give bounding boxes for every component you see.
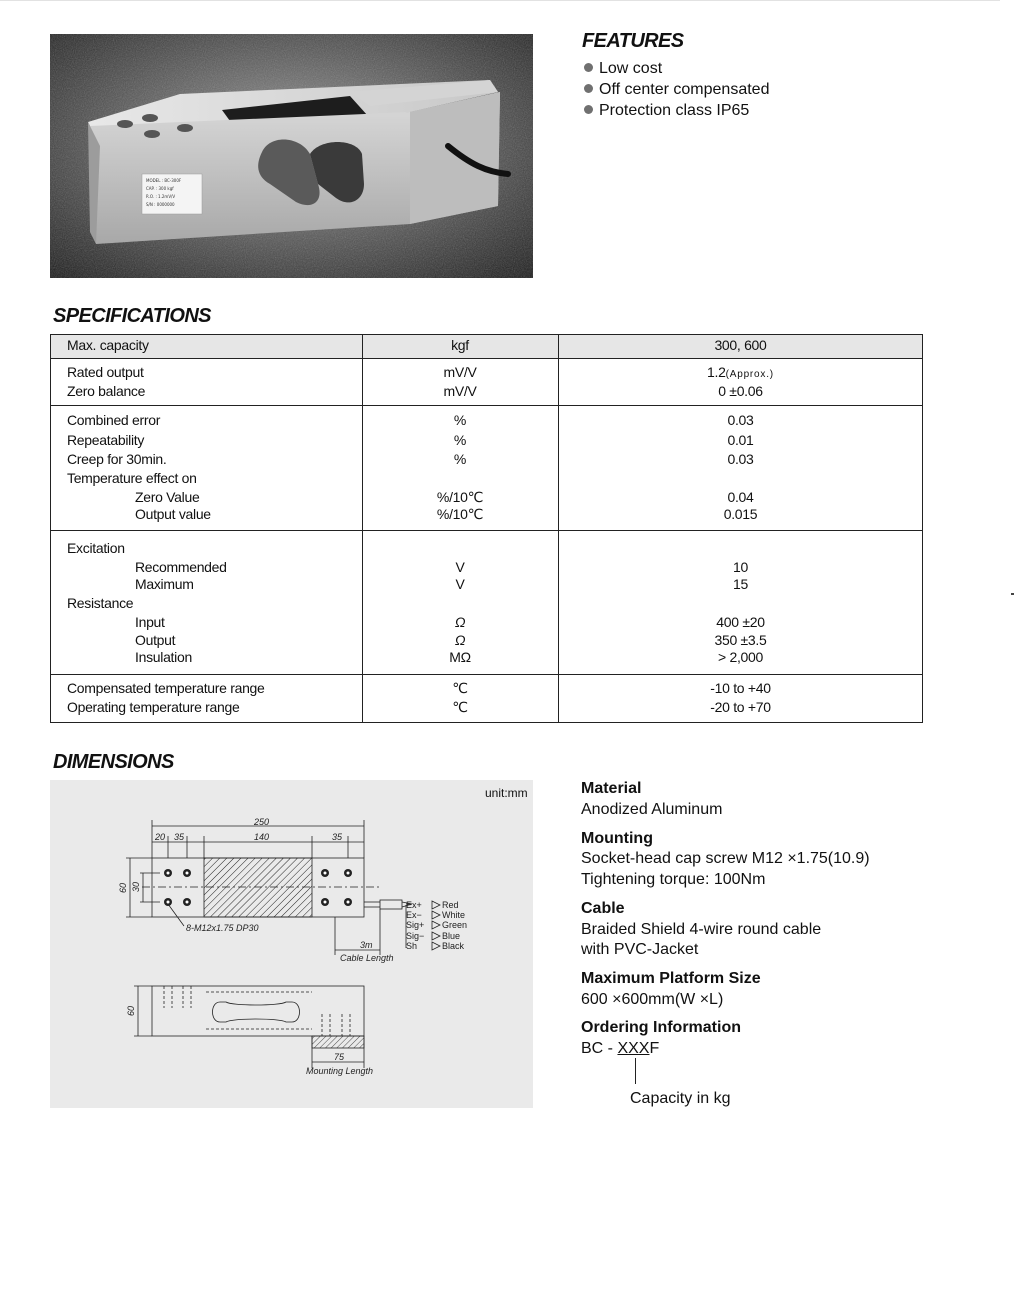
mount-label: Mounting Length bbox=[306, 1066, 374, 1076]
spec-value: 0 ±0.06 bbox=[718, 383, 763, 399]
cable-line-1: Braided Shield 4-wire round cable bbox=[581, 921, 822, 938]
spec-unit: V bbox=[455, 576, 465, 592]
spec-unit: mV/V bbox=[443, 364, 477, 380]
spec-label: Output value bbox=[135, 506, 211, 522]
dimension-svg bbox=[50, 780, 533, 1108]
spec-value: 0.03 bbox=[727, 451, 754, 467]
spec-label: Excitation bbox=[67, 540, 125, 556]
spec-value: 400 ±20 bbox=[716, 614, 765, 630]
product-photo bbox=[50, 34, 533, 278]
wire-color: White bbox=[442, 910, 466, 920]
spec-label: Combined error bbox=[67, 412, 161, 428]
spec-table bbox=[50, 334, 923, 723]
capacity-note: Capacity in kg bbox=[630, 1090, 731, 1107]
label-line-1: MODEL : BC-300F bbox=[146, 178, 182, 183]
order-leader-line bbox=[635, 1058, 636, 1084]
load-cell-photo bbox=[50, 34, 533, 278]
spec-label: Resistance bbox=[67, 595, 134, 611]
spec-value: 0.03 bbox=[727, 412, 754, 428]
features-list bbox=[584, 58, 769, 121]
cable-len: 3m bbox=[360, 940, 373, 950]
spec-unit: V bbox=[455, 559, 465, 575]
bullet-icon bbox=[584, 84, 593, 93]
spec-unit: % bbox=[453, 451, 467, 467]
features-title: FEATURES bbox=[582, 30, 684, 52]
feature-item: Low cost bbox=[584, 58, 769, 79]
dim-h30: 30 bbox=[131, 881, 141, 892]
header-label: Max. capacity bbox=[67, 337, 149, 353]
spec-value: -20 to +70 bbox=[710, 699, 771, 715]
dim-total: 250 bbox=[254, 817, 270, 827]
unit-label: unit:mm bbox=[485, 786, 528, 800]
specifications-title: SPECIFICATIONS bbox=[53, 305, 211, 327]
spec-label: Input bbox=[135, 614, 165, 630]
feature-item: Protection class IP65 bbox=[584, 100, 769, 121]
spec-unit: %/10℃ bbox=[436, 489, 484, 505]
spec-unit: Ω bbox=[454, 614, 466, 630]
feature-item: Off center compensated bbox=[584, 79, 769, 100]
order-capacity-placeholder: XXX bbox=[617, 1040, 650, 1057]
dimension-drawing bbox=[50, 780, 533, 1108]
spec-unit: ℃ bbox=[452, 680, 468, 696]
spec-unit: ℃ bbox=[452, 699, 468, 715]
spec-value: -10 to +40 bbox=[710, 680, 771, 696]
label-line-3: R.O. : 1.2mV/V bbox=[146, 194, 176, 199]
bullet-icon bbox=[584, 105, 593, 114]
spec-unit: % bbox=[453, 432, 467, 448]
screw-note: 8-M12x1.75 DP30 bbox=[186, 923, 259, 933]
spec-unit: Ω bbox=[454, 632, 466, 648]
spec-value: 10 bbox=[733, 559, 748, 575]
spec-label: Temperature effect on bbox=[67, 470, 197, 486]
ordering-title: Ordering Information bbox=[581, 1019, 741, 1036]
spec-unit: %/10℃ bbox=[436, 506, 484, 522]
edge-mark bbox=[1011, 593, 1014, 595]
spec-label: Rated output bbox=[67, 364, 144, 380]
dim-b: 35 bbox=[174, 832, 185, 842]
dim-a: 20 bbox=[155, 832, 166, 842]
dim-mount: 75 bbox=[334, 1052, 345, 1062]
spec-unit: MΩ bbox=[449, 649, 471, 665]
spec-label: Recommended bbox=[135, 559, 227, 575]
spec-label: Zero balance bbox=[67, 383, 146, 399]
material-value: Anodized Aluminum bbox=[581, 801, 723, 818]
platform-value: 600 ×600mm(W ×L) bbox=[581, 991, 724, 1008]
spec-label: Maximum bbox=[135, 576, 194, 592]
spec-label: Operating temperature range bbox=[67, 699, 240, 715]
bullet-icon bbox=[584, 63, 593, 72]
mounting-line-1: Socket-head cap screw M12 ×1.75(10.9) bbox=[581, 850, 870, 867]
approx-note: (Approx.) bbox=[725, 369, 774, 380]
spec-label: Creep for 30min. bbox=[67, 451, 167, 467]
wire-sig: Ex+ bbox=[406, 900, 422, 910]
spec-value: 0.01 bbox=[727, 432, 754, 448]
dim-h60: 60 bbox=[118, 882, 128, 893]
spec-value: 0.04 bbox=[727, 489, 754, 505]
label-line-4: S/N : 0000000 bbox=[146, 202, 175, 207]
spec-value: 15 bbox=[733, 576, 748, 592]
wire-color: Black bbox=[442, 941, 465, 951]
wire-color: Red bbox=[442, 900, 459, 910]
spec-value: > 2,000 bbox=[718, 649, 763, 665]
spec-value: 350 ±3.5 bbox=[714, 632, 767, 648]
wire-color: Green bbox=[442, 920, 468, 930]
spec-value: 0.015 bbox=[723, 506, 758, 522]
dimensions-title: DIMENSIONS bbox=[53, 751, 174, 773]
wire-sig: Sh bbox=[406, 941, 418, 951]
mounting-line-2: Tightening torque: 100Nm bbox=[581, 871, 766, 888]
wire-sig: Sig+ bbox=[406, 920, 425, 930]
spec-label: Output bbox=[135, 632, 176, 648]
label-line-2: CAP. : 300 kgf bbox=[146, 186, 174, 191]
spec-label: Insulation bbox=[135, 649, 192, 665]
spec-label: Repeatability bbox=[67, 432, 145, 448]
header-unit: kgf bbox=[451, 337, 469, 353]
spec-label: Compensated temperature range bbox=[67, 680, 265, 696]
spec-unit: % bbox=[453, 412, 467, 428]
dim-c: 140 bbox=[254, 832, 270, 842]
dim-side60: 60 bbox=[126, 1005, 136, 1016]
cable-label: Cable Length bbox=[340, 953, 394, 963]
wire-arrow-icon bbox=[432, 901, 440, 950]
platform-title: Maximum Platform Size bbox=[581, 970, 761, 987]
order-code: BC - XXXF bbox=[581, 1040, 660, 1057]
material-title: Material bbox=[581, 780, 642, 797]
mounting-title: Mounting bbox=[581, 830, 653, 847]
cable-line-2: with PVC-Jacket bbox=[581, 941, 699, 958]
wire-sig: Ex− bbox=[406, 910, 422, 920]
wire-sig: Sig− bbox=[406, 931, 425, 941]
header-value: 300, 600 bbox=[714, 337, 767, 353]
top-rule bbox=[0, 0, 1000, 1]
wire-color: Blue bbox=[442, 931, 461, 941]
dim-d: 35 bbox=[332, 832, 343, 842]
cable-title: Cable bbox=[581, 900, 625, 917]
spec-value: 1.2(Approx.) bbox=[707, 364, 774, 380]
spec-unit: mV/V bbox=[443, 383, 477, 399]
spec-label: Zero Value bbox=[135, 489, 200, 505]
